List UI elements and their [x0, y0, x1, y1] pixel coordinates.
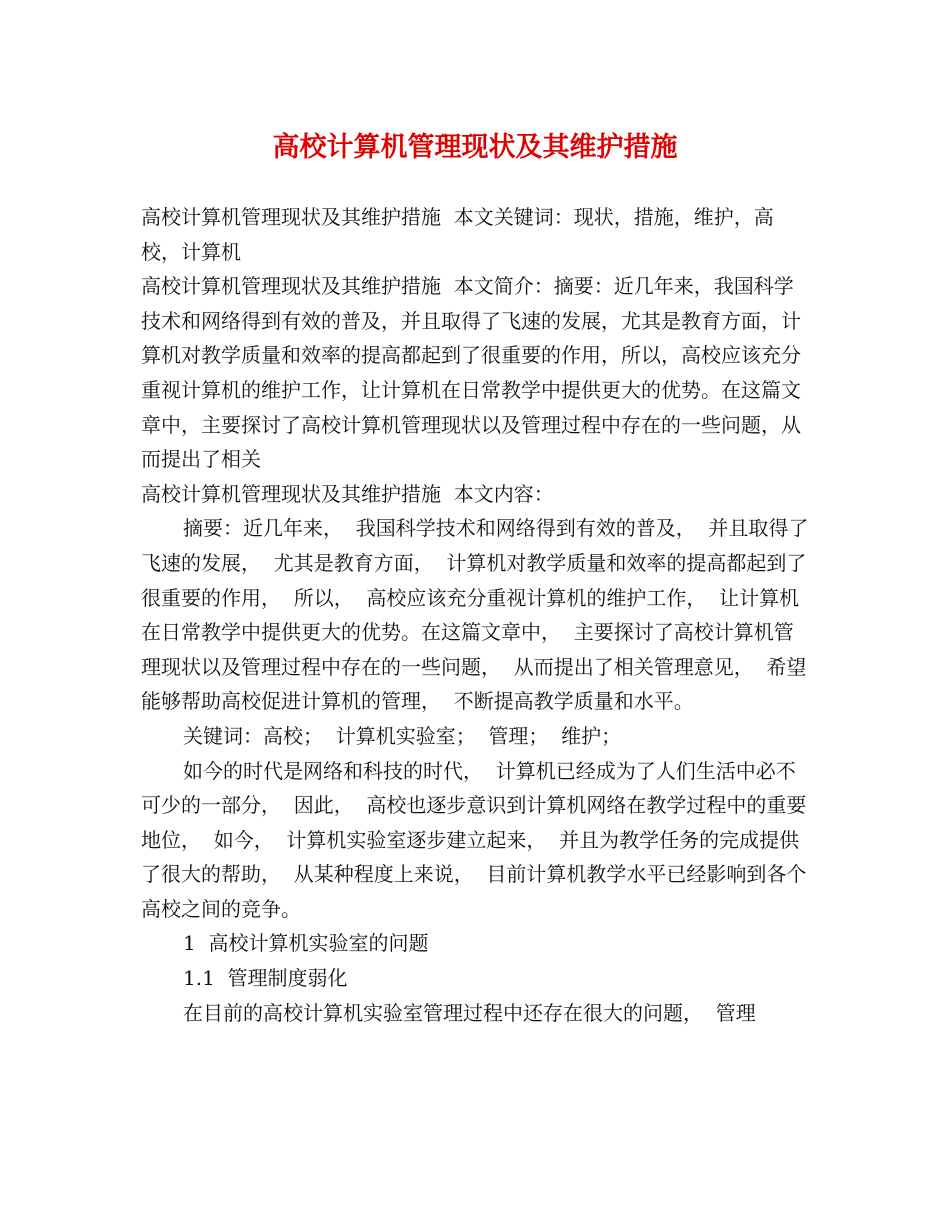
- abstract-paragraph: 摘要：近几年来， 我国科学技术和网络得到有效的普及， 并且取得了飞速的发展， 尤其是教育方面， 计算机对教学质量和效率的提高都起到了很重要的作用， 所以， 高校应该充分重视计算机的维护工作， 让计算机在日常教学中提供更大的优势。在这篇文章中， 主要探讨了高校计算机管理现状以及管理过程中存在的一些问题， 从而提出了相关管理意见， 希望能够帮助高校促进计算机的管理， 不断提高教学质量和水平。: [141, 516, 809, 714]
- subsection-heading-1-1: 1.1 管理制度弱化: [183, 966, 348, 991]
- content-heading: 高校计算机管理现状及其维护措施 本文内容：: [141, 481, 554, 506]
- summary-paragraph: 高校计算机管理现状及其维护措施 本文简介：摘要：近几年来，我国科学技术和网络得到有效的普及，并且取得了飞速的发展，尤其是教育方面，计算机对教学质量和效率的提高都起到了很重要的作用，所以，高校应该充分重视计算机的维护工作，让计算机在日常教学中提供更大的优势。在这篇文章中，主要探讨了高校计算机管理现状以及管理过程中存在的一些问题，从而提出了相关: [141, 274, 801, 472]
- body-paragraph: 在目前的高校计算机实验室管理过程中还存在很大的问题， 管理: [183, 1000, 756, 1025]
- keywords-paragraph: 关键词：高校； 计算机实验室； 管理； 维护；: [183, 723, 622, 748]
- document-title: 高校计算机管理现状及其维护措施: [272, 132, 678, 163]
- keywords-line: 高校计算机管理现状及其维护措施 本文关键词：现状，措施，维护，高校，计算机: [141, 205, 774, 264]
- section-heading-1: 1 高校计算机实验室的问题: [183, 931, 429, 956]
- intro-paragraph: 如今的时代是网络和科技的时代， 计算机已经成为了人们生活中必不可少的一部分， 因此， 高校也逐步意识到计算机网络在教学过程中的重要地位， 如今， 计算机实验室逐步建立起来， 并且为教学任务的完成提供了很大的帮助， 从某种程度上来说， 目前计算机教学水平已经影响到各个高校之间的竞争。: [141, 758, 807, 921]
- document-body: [141, 200, 813, 1030]
